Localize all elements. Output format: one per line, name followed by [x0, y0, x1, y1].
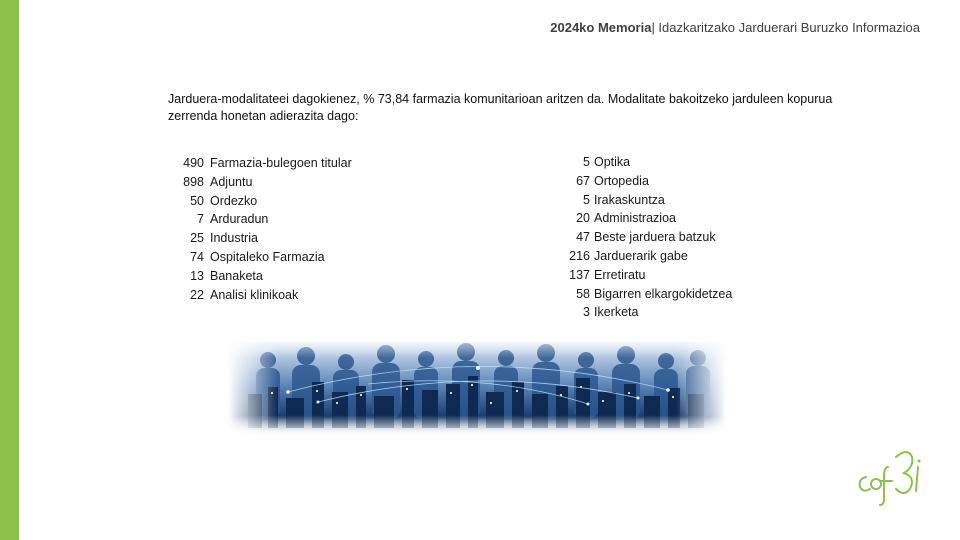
- item-label: Adjuntu: [210, 174, 253, 189]
- list-item: [172, 229, 352, 248]
- list-item: [566, 209, 732, 228]
- item-count: 5: [583, 155, 590, 169]
- item-count: 50: [190, 193, 204, 208]
- item-label: Administrazioa: [594, 211, 676, 226]
- activity-list-right: [566, 153, 732, 322]
- item-label: Banaketa: [210, 268, 263, 283]
- cofbi-logo: [856, 437, 922, 509]
- item-count: 898: [183, 174, 204, 189]
- item-label: Ordezko: [210, 193, 258, 208]
- list-item: [566, 191, 732, 210]
- item-label: Irakaskuntza: [594, 192, 665, 207]
- item-count: 5: [583, 192, 590, 207]
- item-count: 58: [576, 286, 590, 301]
- list-item: [172, 248, 352, 267]
- list-item: [566, 172, 732, 191]
- item-label: Bigarren elkargokidetzea: [594, 286, 733, 301]
- item-label: Farmazia-bulegoen titular: [210, 156, 352, 170]
- page-header: [550, 20, 920, 35]
- list-item: [566, 285, 732, 304]
- item-label: Arduradun: [210, 212, 269, 227]
- item-count: 137: [569, 267, 590, 282]
- item-count: 7: [197, 212, 204, 227]
- item-label: Jarduerarik gabe: [594, 248, 688, 263]
- list-item: [566, 153, 732, 172]
- list-item: [172, 210, 352, 229]
- list-item: [172, 286, 352, 305]
- item-count: 3: [583, 305, 590, 320]
- list-item: [566, 247, 732, 266]
- item-label: Analisi klinikoak: [210, 287, 299, 302]
- report-title: 2024ko Memoria: [550, 20, 652, 35]
- item-count: 13: [190, 268, 204, 283]
- item-label: Ikerketa: [594, 305, 639, 320]
- item-label: Ortopedia: [594, 173, 649, 188]
- item-count: 20: [576, 211, 590, 226]
- item-label: Optika: [594, 155, 631, 169]
- list-item: [566, 266, 732, 285]
- people-city-skyline-image: [228, 332, 726, 436]
- item-count: 67: [576, 173, 590, 188]
- item-count: 216: [569, 248, 590, 263]
- item-label: Erretiratu: [594, 267, 646, 282]
- list-item: [566, 303, 732, 322]
- item-count: 74: [190, 249, 204, 264]
- list-item: [172, 154, 352, 173]
- item-label: Industria: [210, 231, 258, 246]
- item-count: 47: [576, 230, 590, 245]
- list-item: [172, 267, 352, 286]
- activity-list-left: [172, 154, 352, 304]
- list-item: [172, 192, 352, 211]
- list-item: [566, 228, 732, 247]
- intro-paragraph: Jarduera-modalitateei dagokienez, % 73,84 farmazia komunitarioan aritzen da. Modalitate bakoitzeko jarduleen kopurua zerrenda honetan adierazita dago:: [168, 92, 833, 123]
- report-subtitle: | Idazkaritzako Jarduerari Buruzko Informazioa: [651, 20, 920, 35]
- list-item: [172, 173, 352, 192]
- accent-side-bar: [0, 0, 19, 540]
- item-label: Beste jarduera batzuk: [594, 230, 716, 245]
- item-label: Ospitaleko Farmazia: [210, 249, 325, 264]
- item-count: 25: [190, 231, 204, 246]
- item-count: 490: [183, 156, 204, 170]
- item-count: 22: [190, 287, 204, 302]
